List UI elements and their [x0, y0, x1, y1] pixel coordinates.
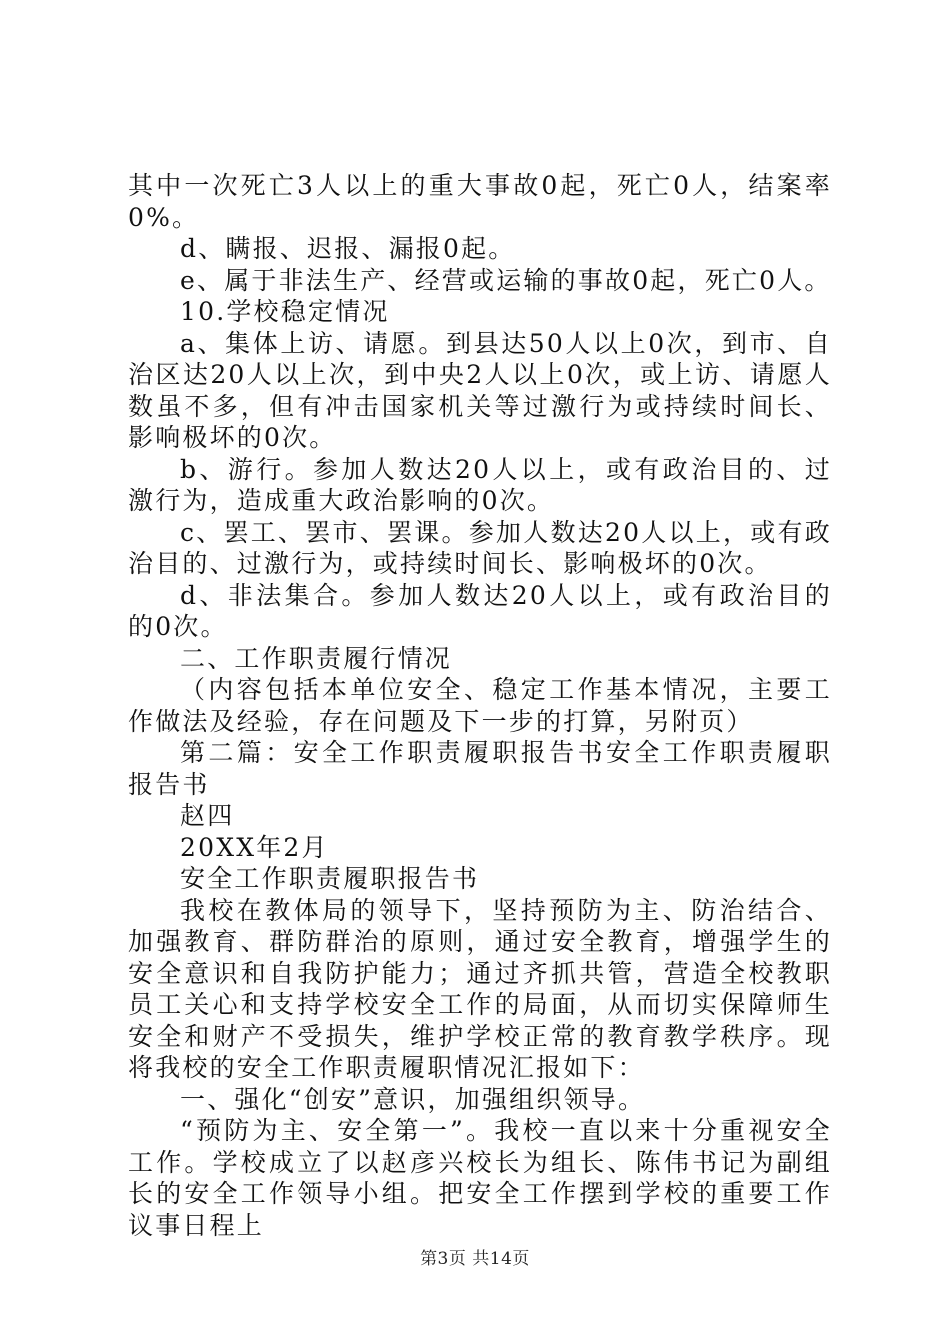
- paragraph: “预防为主、安全第一”。我校一直以来十分重视安全工作。学校成立了以赵彦兴校长为组长、陈伟书记为副组长的安全工作领导小组。把安全工作摆到学校的重要工作议事日程上: [128, 1116, 832, 1240]
- paragraph: 我校在教体局的领导下，坚持预防为主、防治结合、加强教育、群防群治的原则，通过安全教育，增强学生的安全意识和自我防护能力；通过齐抓共管，营造全校教职员工关心和支持学校安全工作的局面，从而切实保障师生安全和财产不受损失，维护学校正常的教育教学秩序。现将我校的安全工作职责履职情况汇报如下：: [128, 895, 832, 1082]
- chapter-title: 第二篇：安全工作职责履职报告书安全工作职责履职报告书: [128, 738, 832, 799]
- paragraph: a、集体上访、请愿。到县达50人以上0次，到市、自治区达20人以上次，到中央2人以上0次，或上访、请愿人数虽不多，但有冲击国家机关等过激行为或持续时间长、影响极坏的0次。: [128, 328, 832, 452]
- paragraph: d、瞒报、迟报、漏报0起。: [180, 234, 516, 263]
- paragraph: e、属于非法生产、经营或运输的事故0起，死亡0人。: [180, 265, 832, 295]
- paragraph: 10.学校稳定情况: [180, 297, 390, 326]
- paragraph: 其中一次死亡3人以上的重大事故0起，死亡0人，结案率0%。: [128, 171, 832, 232]
- section-heading: 二、工作职责履行情况: [180, 643, 453, 673]
- report-title: 安全工作职责履职报告书: [180, 864, 480, 893]
- page-number: 第3页 共14页: [420, 1249, 530, 1269]
- date: 20XX年2月: [180, 832, 329, 862]
- author: 赵四: [180, 801, 235, 830]
- paragraph: b、游行。参加人数达20人以上，或有政治目的、过激行为，造成重大政治影响的0次。: [128, 454, 832, 515]
- paragraph: c、罢工、罢市、罢课。参加人数达20人以上，或有政治目的、过激行为，或持续时间长、影响极坏的0次。: [128, 517, 832, 578]
- document-body: [128, 170, 832, 1241]
- paragraph: （内容包括本单位安全、稳定工作基本情况，主要工作做法及经验，存在问题及下一步的打算，另附页）: [128, 675, 832, 736]
- section-heading: 一、强化“创安”意识，加强组织领导。: [180, 1084, 646, 1114]
- paragraph: d、非法集合。参加人数达20人以上，或有政治目的的0次。: [128, 580, 832, 641]
